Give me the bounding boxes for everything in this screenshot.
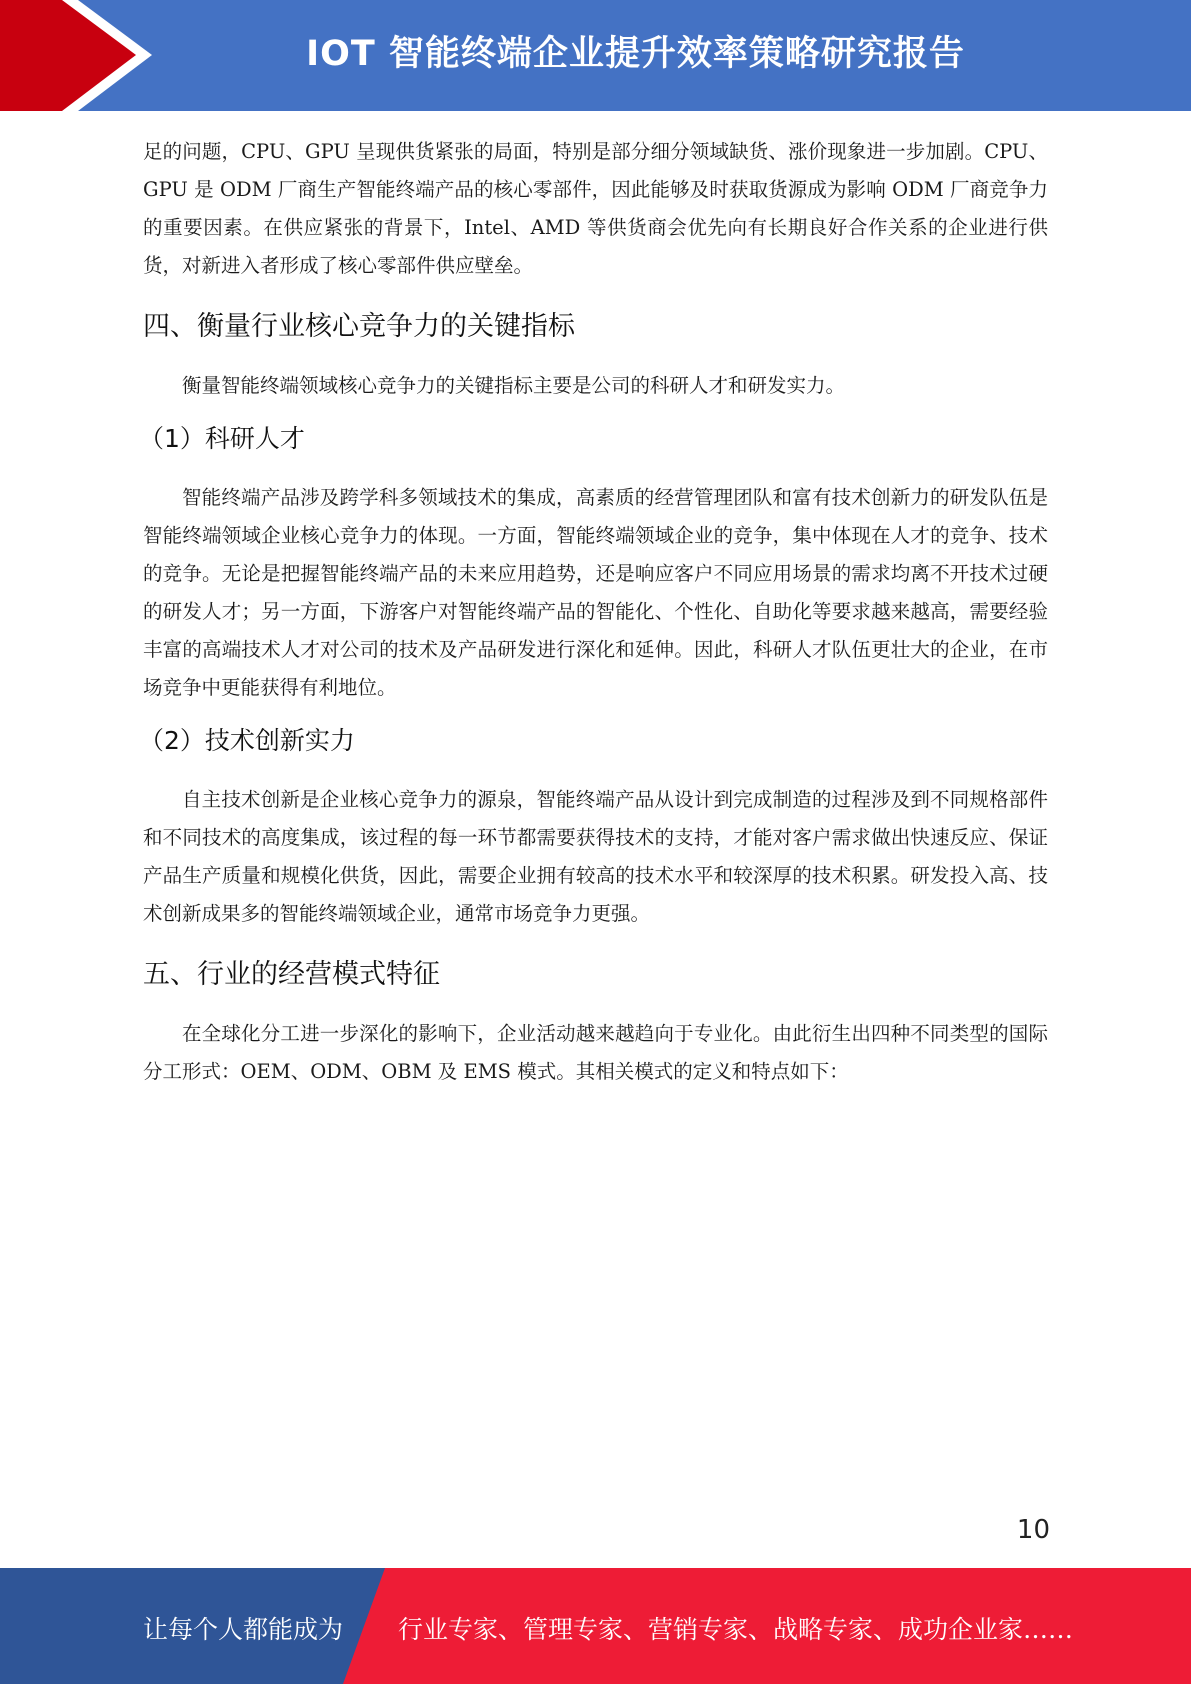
section-4-intro: 衡量智能终端领域核心竞争力的关键指标主要是公司的科研人才和研发实力。 <box>182 374 846 397</box>
page-number: 10 <box>1016 1515 1050 1545</box>
section-5-heading: 五、行业的经营模式特征 <box>143 959 440 990</box>
footer-slogan-right: 行业专家、管理专家、营销专家、战略专家、成功企业家…… <box>398 1615 1074 1644</box>
subsection-1-text: 智能终端产品涉及跨学科多领域技术的集成，高素质的经营管理团队和富有技术创新力的研发队伍是智能终端领域企业核心竞争力的体现。一方面，智能终端领域企业的竞争，集中体现在人才的竞争、技术的竞争。无论是把握智能终端产品的未来应用趋势，还是响应客户不同应用场景的需求均离不开技术过硬的研发人才；另一方面，下游客户对智能终端产品的智能化、个性化、自助化等要求越来越高，需要经验丰富的高端技术人才对公司的技术及产品研发进行深化和延伸。因此，科研人才队伍更壮大的企业，在市场竞争中更能获得有利地位。 <box>143 486 1048 699</box>
footer-slogan-left: 让每个人都能成为 <box>143 1615 344 1644</box>
page-footer <box>0 1568 1191 1684</box>
section-5-text: 在全球化分工进一步深化的影响下，企业活动越来越趋向于专业化。由此衍生出四种不同类型的国际分工形式：OEM、ODM、OBM 及 EMS 模式。其相关模式的定义和特点如下： <box>143 1022 1048 1083</box>
paragraph-supply: 足的问题，CPU、GPU 呈现供货紧张的局面，特别是部分细分领域缺货、涨价现象进一步加剧。CPU、GPU 是 ODM 厂商生产智能终端产品的核心零部件，因此能够及时获取货源成为影响 ODM 厂商竞争力的重要因素。在供应紧张的背景下，Intel、AMD 等供货商会优先向有长期良好合作关系的企业进行供货，对新进入者形成了核心零部件供应壁垒。 <box>143 140 1048 277</box>
main-content <box>139 133 1048 1091</box>
report-title: IOT 智能终端企业提升效率策略研究报告 <box>306 34 965 74</box>
section-4-heading: 四、衡量行业核心竞争力的关键指标 <box>143 311 575 342</box>
subsection-1-heading: （1）科研人才 <box>139 424 305 453</box>
page-header <box>0 0 1191 111</box>
subsection-2-text: 自主技术创新是企业核心竞争力的源泉，智能终端产品从设计到完成制造的过程涉及到不同规格部件和不同技术的高度集成，该过程的每一环节都需要获得技术的支持，才能对客户需求做出快速反应、保证产品生产质量和规模化供货，因此，需要企业拥有较高的技术水平和较深厚的技术积累。研发投入高、技术创新成果多的智能终端领域企业，通常市场竞争力更强。 <box>143 788 1048 925</box>
subsection-2-heading: （2）技术创新实力 <box>139 726 355 755</box>
